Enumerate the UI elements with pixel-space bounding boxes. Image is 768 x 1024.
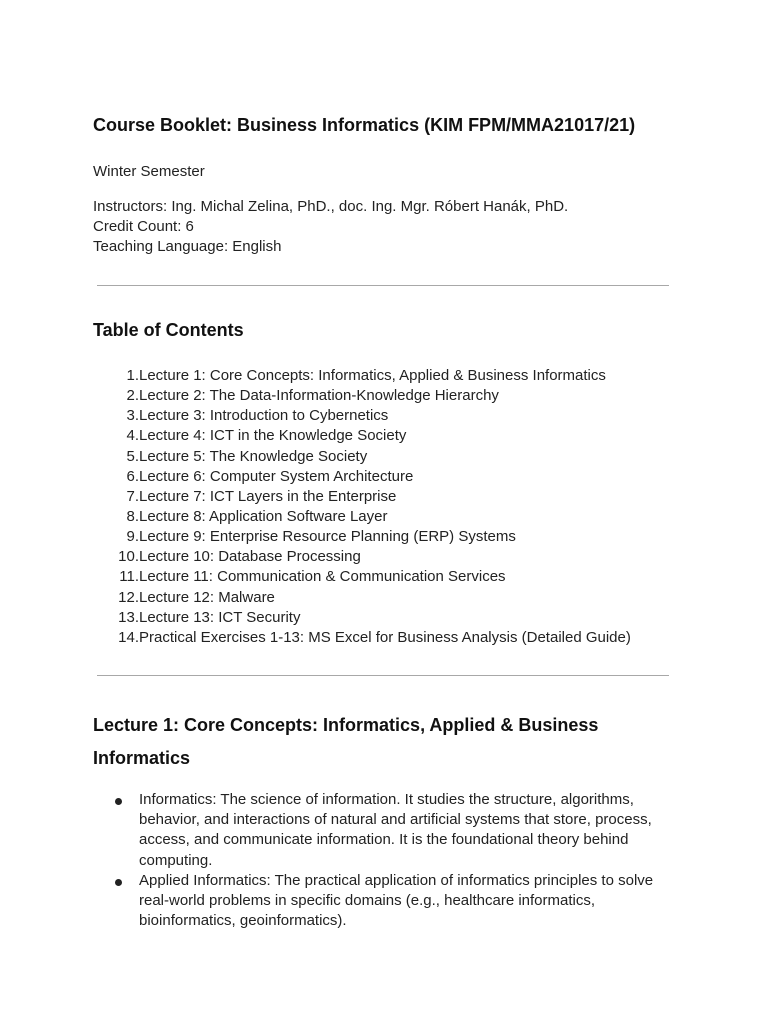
list-item <box>93 790 676 871</box>
toc-item-number: 3. <box>126 407 139 425</box>
toc-item-number: 13. <box>118 608 139 626</box>
toc-item-label: Practical Exercises 1-13: MS Excel for Business Analysis (Detailed Guide) <box>139 628 631 646</box>
bullet-text: Informatics: The science of information. It studies the structure, algorithms, behavior, and interactions of natural and artificial systems that store, process, access, and communicate information. It is the foundational theory behind computing. <box>139 791 652 869</box>
toc-item-label: Lecture 12: Malware <box>139 588 275 606</box>
lecture-1-heading: Lecture 1: Core Concepts: Informatics, Applied & Business Informatics <box>93 715 599 768</box>
credit-count-text: Credit Count: 6 <box>93 218 194 235</box>
toc-item[interactable] <box>93 366 678 386</box>
toc-item-label: Lecture 2: The Data-Information-Knowledge Hierarchy <box>139 387 499 405</box>
toc-item-number: 14. <box>118 628 139 646</box>
toc-item[interactable] <box>93 467 678 487</box>
toc-item[interactable] <box>93 406 678 426</box>
toc-item-label: Lecture 10: Database Processing <box>139 548 361 566</box>
toc-item-label: Lecture 3: Introduction to Cybernetics <box>139 407 389 425</box>
bullet-icon <box>115 879 122 886</box>
toc-item-number: 5. <box>126 447 139 465</box>
document-title: Course Booklet: Business Informatics (KIM FPM/MMA21017/21) <box>93 115 636 135</box>
toc-item-number: 10. <box>118 548 139 566</box>
toc-item[interactable] <box>93 547 678 567</box>
toc-item-number: 4. <box>126 427 139 445</box>
toc-item[interactable] <box>93 588 678 608</box>
toc-item-label: Lecture 7: ICT Layers in the Enterprise <box>139 487 397 505</box>
toc-item[interactable] <box>93 386 678 406</box>
toc-item[interactable] <box>93 628 678 648</box>
toc-item-number: 9. <box>126 528 139 546</box>
instructors-text: Instructors: Ing. Michal Zelina, PhD., doc. Ing. Mgr. Róbert Hanák, PhD. <box>93 198 569 215</box>
toc-list <box>93 366 678 648</box>
toc-item[interactable] <box>93 426 678 446</box>
toc-item[interactable] <box>93 487 678 507</box>
toc-item-label: Lecture 11: Communication & Communication Services <box>139 568 506 586</box>
toc-item-number: 11. <box>119 568 139 586</box>
toc-item-label: Lecture 6: Computer System Architecture <box>139 467 414 485</box>
list-item <box>93 871 676 932</box>
bullet-text: Applied Informatics: The practical application of informatics principles to solve real-world problems in specific domains (e.g., healthcare informatics, bioinformatics, geoinformatics). <box>139 871 654 930</box>
lecture-1-bullets <box>93 790 678 931</box>
toc-item-number: 2. <box>126 387 139 405</box>
semester-text: Winter Semester <box>93 163 205 180</box>
toc-item-label: Lecture 9: Enterprise Resource Planning (ERP) Systems <box>139 528 516 546</box>
toc-heading: Table of Contents <box>93 320 244 340</box>
toc-item[interactable] <box>93 567 678 587</box>
toc-item[interactable] <box>93 447 678 467</box>
toc-item-label: Lecture 5: The Knowledge Society <box>139 447 368 465</box>
toc-item-number: 1. <box>126 367 139 384</box>
toc-item-number: 12. <box>118 588 139 606</box>
toc-item-label: Lecture 1: Core Concepts: Informatics, Applied & Business Informatics <box>139 367 606 384</box>
toc-item[interactable] <box>93 527 678 547</box>
toc-item-number: 6. <box>126 467 139 485</box>
bullet-icon <box>115 798 122 805</box>
toc-item-label: Lecture 13: ICT Security <box>139 608 301 626</box>
toc-item[interactable] <box>93 608 678 628</box>
toc-item-label: Lecture 8: Application Software Layer <box>139 507 388 525</box>
toc-item[interactable] <box>93 507 678 527</box>
toc-item-number: 8. <box>126 507 139 525</box>
horizontal-divider <box>97 285 669 286</box>
toc-item-number: 7. <box>126 487 139 505</box>
toc-item-label: Lecture 4: ICT in the Knowledge Society <box>139 427 407 445</box>
horizontal-divider <box>97 675 669 676</box>
teaching-language-text: Teaching Language: English <box>93 238 282 255</box>
course-meta <box>93 197 568 257</box>
